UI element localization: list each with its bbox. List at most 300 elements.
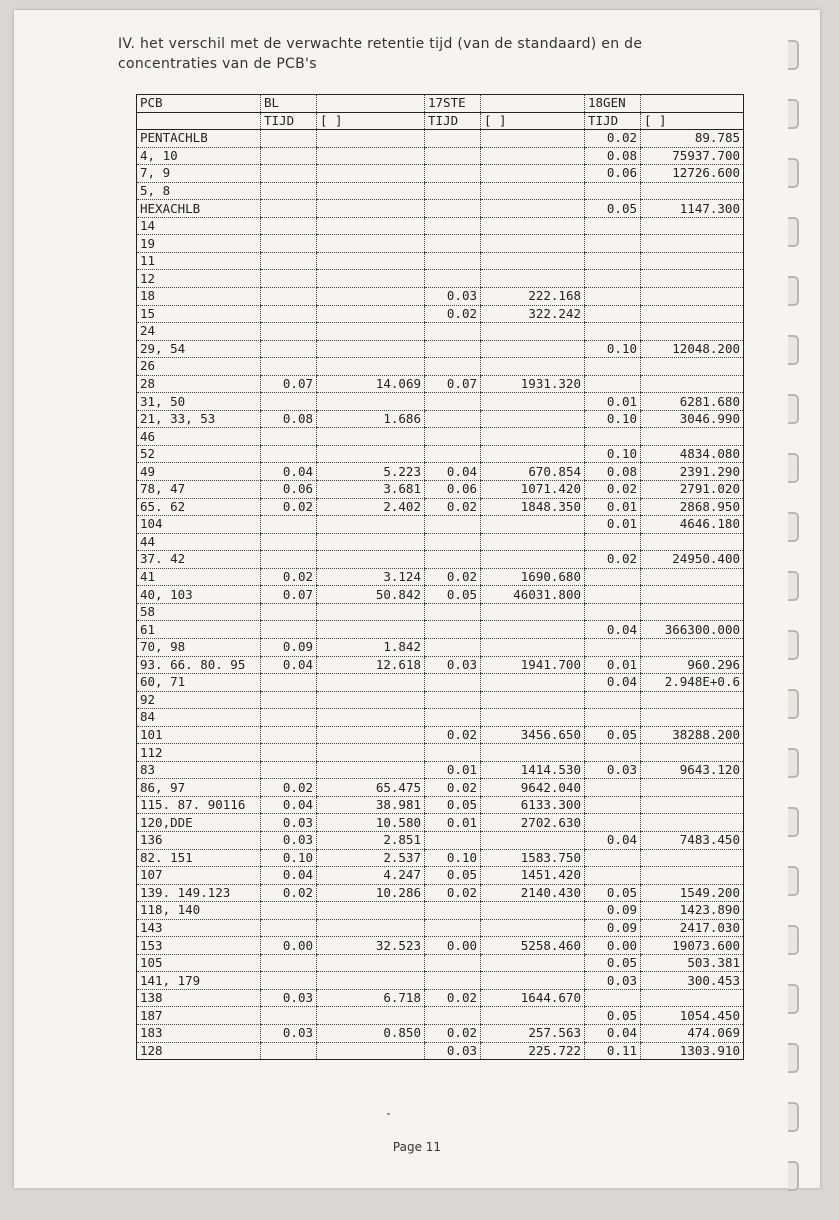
table-row (137, 340, 744, 358)
binder-ring (788, 1161, 799, 1191)
value-cell (261, 217, 317, 235)
value-cell: 0.04 (261, 463, 317, 481)
value-cell (425, 1007, 481, 1025)
value-cell: 0.02 (585, 551, 641, 569)
value-cell (261, 165, 317, 183)
table-row (137, 375, 744, 393)
value-cell (425, 638, 481, 656)
value-cell (641, 568, 744, 586)
value-cell: 0.850 (317, 1024, 425, 1042)
pcb-cell: 46 (137, 428, 261, 446)
value-cell (425, 323, 481, 341)
value-cell (317, 323, 425, 341)
value-cell: 3.124 (317, 568, 425, 586)
value-cell (585, 849, 641, 867)
table-row (137, 621, 744, 639)
value-cell (585, 568, 641, 586)
value-cell: 0.05 (425, 867, 481, 885)
value-cell: 5.223 (317, 463, 425, 481)
value-cell: 0.03 (425, 656, 481, 674)
value-cell: 2140.430 (481, 884, 585, 902)
value-cell (425, 902, 481, 920)
table-row (137, 481, 744, 499)
value-cell (317, 288, 425, 306)
value-cell: 0.10 (425, 849, 481, 867)
value-cell: 0.04 (585, 831, 641, 849)
binder-ring (788, 571, 799, 601)
binder-ring (788, 807, 799, 837)
value-cell (481, 902, 585, 920)
value-cell: 14.069 (317, 375, 425, 393)
value-cell (261, 621, 317, 639)
value-cell (641, 603, 744, 621)
pcb-cell: 101 (137, 726, 261, 744)
stray-mark (387, 1113, 390, 1115)
value-cell (641, 989, 744, 1007)
value-cell: 0.01 (585, 393, 641, 411)
value-cell: 0.04 (261, 796, 317, 814)
value-cell: 0.03 (425, 1042, 481, 1060)
value-cell: 46031.800 (481, 586, 585, 604)
value-cell (585, 744, 641, 762)
value-cell (481, 270, 585, 288)
pcb-table-wrapper (136, 94, 744, 1060)
value-cell (261, 1007, 317, 1025)
value-cell: 4834.080 (641, 445, 744, 463)
value-cell (481, 235, 585, 253)
value-cell: 1303.910 (641, 1042, 744, 1060)
value-cell (261, 200, 317, 218)
table-row (137, 393, 744, 411)
value-cell: 0.07 (425, 375, 481, 393)
value-cell: 0.04 (425, 463, 481, 481)
pcb-cell: 60, 71 (137, 674, 261, 692)
value-cell: 0.01 (585, 656, 641, 674)
value-cell (425, 165, 481, 183)
value-cell (425, 744, 481, 762)
value-cell: 7483.450 (641, 831, 744, 849)
value-cell (481, 445, 585, 463)
value-cell (641, 814, 744, 832)
value-cell: 2.851 (317, 831, 425, 849)
value-cell (317, 621, 425, 639)
value-cell: 12048.200 (641, 340, 744, 358)
pcb-cell: 29, 54 (137, 340, 261, 358)
value-cell: 0.08 (261, 410, 317, 428)
value-cell (317, 954, 425, 972)
value-cell (585, 779, 641, 797)
value-cell: 4646.180 (641, 516, 744, 534)
value-cell (425, 270, 481, 288)
value-cell (481, 147, 585, 165)
table-row (137, 182, 744, 200)
table-row (137, 323, 744, 341)
value-cell (317, 551, 425, 569)
value-cell: [ ] (317, 112, 425, 130)
value-cell (585, 533, 641, 551)
binder-ring (788, 217, 799, 247)
value-cell (317, 516, 425, 534)
value-cell: 0.10 (261, 849, 317, 867)
value-cell: 474.069 (641, 1024, 744, 1042)
table-row (137, 1024, 744, 1042)
pcb-cell: 120,DDE (137, 814, 261, 832)
value-cell: 0.02 (425, 779, 481, 797)
table-row (137, 831, 744, 849)
value-cell (585, 217, 641, 235)
value-cell: 0.02 (261, 498, 317, 516)
pcb-cell: 37. 42 (137, 551, 261, 569)
value-cell: 0.05 (425, 586, 481, 604)
value-cell (261, 1042, 317, 1060)
table-row (137, 867, 744, 885)
value-cell (425, 252, 481, 270)
pcb-cell: 92 (137, 691, 261, 709)
value-cell (585, 709, 641, 727)
value-cell: 2417.030 (641, 919, 744, 937)
value-cell: 0.07 (261, 375, 317, 393)
value-cell (317, 674, 425, 692)
table-row (137, 358, 744, 376)
table-row (137, 919, 744, 937)
pcb-cell: 83 (137, 761, 261, 779)
value-cell (641, 744, 744, 762)
value-cell (481, 165, 585, 183)
value-cell (317, 252, 425, 270)
pcb-cell: 7, 9 (137, 165, 261, 183)
value-cell (585, 305, 641, 323)
value-cell (641, 288, 744, 306)
value-cell: 0.09 (261, 638, 317, 656)
value-cell: 0.06 (261, 481, 317, 499)
pcb-cell: 11 (137, 252, 261, 270)
value-cell: 2791.020 (641, 481, 744, 499)
value-cell (317, 726, 425, 744)
value-cell (261, 182, 317, 200)
value-cell (425, 516, 481, 534)
value-cell: 1147.300 (641, 200, 744, 218)
value-cell (317, 200, 425, 218)
value-cell: 0.02 (425, 989, 481, 1007)
value-cell (481, 831, 585, 849)
value-cell (261, 972, 317, 990)
value-cell (481, 691, 585, 709)
pcb-cell (137, 112, 261, 130)
pcb-cell: 4, 10 (137, 147, 261, 165)
binder-ring (788, 984, 799, 1014)
value-cell (261, 902, 317, 920)
value-cell: 32.523 (317, 937, 425, 955)
value-cell: 0.02 (585, 481, 641, 499)
pcb-cell: 28 (137, 375, 261, 393)
value-cell (481, 358, 585, 376)
pcb-cell: 21, 33, 53 (137, 410, 261, 428)
value-cell (641, 586, 744, 604)
binder-rings (788, 40, 810, 1220)
value-cell (261, 340, 317, 358)
value-cell (481, 340, 585, 358)
table-row (137, 165, 744, 183)
value-cell (585, 691, 641, 709)
pcb-cell: 187 (137, 1007, 261, 1025)
value-cell (261, 674, 317, 692)
value-cell (481, 323, 585, 341)
value-cell (425, 972, 481, 990)
table-row (137, 252, 744, 270)
value-cell: 65.475 (317, 779, 425, 797)
value-cell: 3.681 (317, 481, 425, 499)
value-cell (481, 744, 585, 762)
value-cell: 0.05 (585, 200, 641, 218)
table-row (137, 796, 744, 814)
value-cell: 2391.290 (641, 463, 744, 481)
value-cell (481, 130, 585, 148)
value-cell (641, 235, 744, 253)
value-cell: 89.785 (641, 130, 744, 148)
title-line-1: IV. het verschil met de verwachte retentie tijd (van de standaard) en de (118, 36, 643, 52)
value-cell: 6133.300 (481, 796, 585, 814)
value-cell: 2.948E+0.6 (641, 674, 744, 692)
value-cell: 12.618 (317, 656, 425, 674)
value-cell: 225.722 (481, 1042, 585, 1060)
value-cell (641, 305, 744, 323)
value-cell: 75937.700 (641, 147, 744, 165)
binder-ring (788, 99, 799, 129)
table-row (137, 884, 744, 902)
value-cell: 1071.420 (481, 481, 585, 499)
value-cell (425, 954, 481, 972)
value-cell: 0.10 (585, 445, 641, 463)
value-cell (425, 147, 481, 165)
value-cell: 10.286 (317, 884, 425, 902)
pcb-cell: 15 (137, 305, 261, 323)
value-cell (641, 358, 744, 376)
value-cell (641, 217, 744, 235)
pcb-cell: 143 (137, 919, 261, 937)
table-row (137, 691, 744, 709)
value-cell (641, 709, 744, 727)
table-row (137, 200, 744, 218)
value-cell: 2.402 (317, 498, 425, 516)
value-cell (641, 375, 744, 393)
value-cell (317, 182, 425, 200)
table-row (137, 428, 744, 446)
value-cell (585, 989, 641, 1007)
table-row (137, 744, 744, 762)
table-row (137, 849, 744, 867)
value-cell (317, 95, 425, 113)
value-cell: 0.09 (585, 902, 641, 920)
value-cell (425, 603, 481, 621)
table-row (137, 603, 744, 621)
value-cell (261, 428, 317, 446)
table-row (137, 814, 744, 832)
value-cell: 19073.600 (641, 937, 744, 955)
value-cell (261, 270, 317, 288)
pcb-cell: HEXACHLB (137, 200, 261, 218)
value-cell: 0.06 (585, 165, 641, 183)
value-cell: 38288.200 (641, 726, 744, 744)
pcb-cell: 136 (137, 831, 261, 849)
value-cell (585, 375, 641, 393)
table-row (137, 902, 744, 920)
table-row (137, 989, 744, 1007)
table-row (137, 516, 744, 534)
value-cell (261, 516, 317, 534)
value-cell: 0.01 (585, 498, 641, 516)
table-row (137, 147, 744, 165)
value-cell (641, 252, 744, 270)
pcb-cell: 49 (137, 463, 261, 481)
value-cell (317, 270, 425, 288)
table-row (137, 937, 744, 955)
value-cell (481, 393, 585, 411)
value-cell (585, 814, 641, 832)
value-cell (481, 674, 585, 692)
pcb-cell: 24 (137, 323, 261, 341)
binder-ring (788, 925, 799, 955)
value-cell: 0.05 (425, 796, 481, 814)
value-cell: 5258.460 (481, 937, 585, 955)
table-row (137, 498, 744, 516)
binder-ring (788, 689, 799, 719)
pcb-cell: 40, 103 (137, 586, 261, 604)
value-cell (641, 867, 744, 885)
value-cell: 6281.680 (641, 393, 744, 411)
value-cell (317, 744, 425, 762)
value-cell (481, 533, 585, 551)
value-cell: 0.03 (261, 1024, 317, 1042)
value-cell: 4.247 (317, 867, 425, 885)
value-cell (317, 147, 425, 165)
value-cell (641, 849, 744, 867)
value-cell: 2868.950 (641, 498, 744, 516)
table-row (137, 235, 744, 253)
value-cell: 10.580 (317, 814, 425, 832)
value-cell: 1414.530 (481, 761, 585, 779)
value-cell (317, 919, 425, 937)
value-cell (425, 410, 481, 428)
value-cell (317, 340, 425, 358)
table-row (137, 726, 744, 744)
value-cell: 38.981 (317, 796, 425, 814)
pcb-cell: 31, 50 (137, 393, 261, 411)
value-cell (481, 182, 585, 200)
table-row (137, 709, 744, 727)
table-row (137, 410, 744, 428)
value-cell: 0.09 (585, 919, 641, 937)
value-cell (261, 709, 317, 727)
value-cell (317, 1042, 425, 1060)
pcb-cell: 112 (137, 744, 261, 762)
table-row (137, 954, 744, 972)
pcb-cell: 141, 179 (137, 972, 261, 990)
value-cell (641, 428, 744, 446)
value-cell: TIJD (261, 112, 317, 130)
value-cell (641, 182, 744, 200)
value-cell (425, 551, 481, 569)
pcb-cell: 82. 151 (137, 849, 261, 867)
value-cell (425, 919, 481, 937)
binder-ring (788, 40, 799, 70)
value-cell: 0.10 (585, 410, 641, 428)
pcb-cell: 128 (137, 1042, 261, 1060)
value-cell: 0.02 (261, 779, 317, 797)
pcb-cell: PENTACHLB (137, 130, 261, 148)
value-cell: 1644.670 (481, 989, 585, 1007)
value-cell (317, 235, 425, 253)
value-cell (261, 305, 317, 323)
value-cell: [ ] (481, 112, 585, 130)
value-cell: 0.06 (425, 481, 481, 499)
value-cell (481, 428, 585, 446)
value-cell (317, 358, 425, 376)
value-cell (317, 1007, 425, 1025)
pcb-cell: 78, 47 (137, 481, 261, 499)
value-cell (261, 323, 317, 341)
value-cell (317, 393, 425, 411)
value-cell: 0.00 (585, 937, 641, 955)
pcb-table (136, 94, 744, 1060)
pcb-cell: 86, 97 (137, 779, 261, 797)
value-cell (261, 726, 317, 744)
binder-ring (788, 866, 799, 896)
table-row (137, 674, 744, 692)
value-cell (261, 252, 317, 270)
value-cell (317, 972, 425, 990)
value-cell (425, 533, 481, 551)
value-cell: 18GEN (585, 95, 641, 113)
value-cell (425, 831, 481, 849)
value-cell (481, 252, 585, 270)
value-cell: 0.02 (425, 884, 481, 902)
table-row (137, 305, 744, 323)
value-cell (317, 902, 425, 920)
value-cell: 12726.600 (641, 165, 744, 183)
value-cell (425, 235, 481, 253)
value-cell (585, 603, 641, 621)
value-cell: 0.05 (585, 726, 641, 744)
value-cell (261, 744, 317, 762)
table-row (137, 445, 744, 463)
value-cell (641, 779, 744, 797)
value-cell: 0.03 (261, 831, 317, 849)
value-cell: 0.02 (425, 305, 481, 323)
value-cell (317, 761, 425, 779)
value-cell (425, 691, 481, 709)
value-cell (585, 252, 641, 270)
binder-ring (788, 748, 799, 778)
value-cell: 503.381 (641, 954, 744, 972)
pcb-cell: 138 (137, 989, 261, 1007)
value-cell (261, 603, 317, 621)
value-cell (481, 217, 585, 235)
pcb-cell: 19 (137, 235, 261, 253)
value-cell: 9643.120 (641, 761, 744, 779)
pcb-cell: 115. 87. 90116 (137, 796, 261, 814)
value-cell (585, 638, 641, 656)
table-row (137, 761, 744, 779)
value-cell (317, 445, 425, 463)
value-cell: 0.03 (261, 989, 317, 1007)
value-cell: 1.686 (317, 410, 425, 428)
value-cell: 0.03 (425, 288, 481, 306)
value-cell (317, 165, 425, 183)
value-cell: 0.05 (585, 1007, 641, 1025)
binder-ring (788, 335, 799, 365)
value-cell (261, 235, 317, 253)
value-cell (425, 393, 481, 411)
